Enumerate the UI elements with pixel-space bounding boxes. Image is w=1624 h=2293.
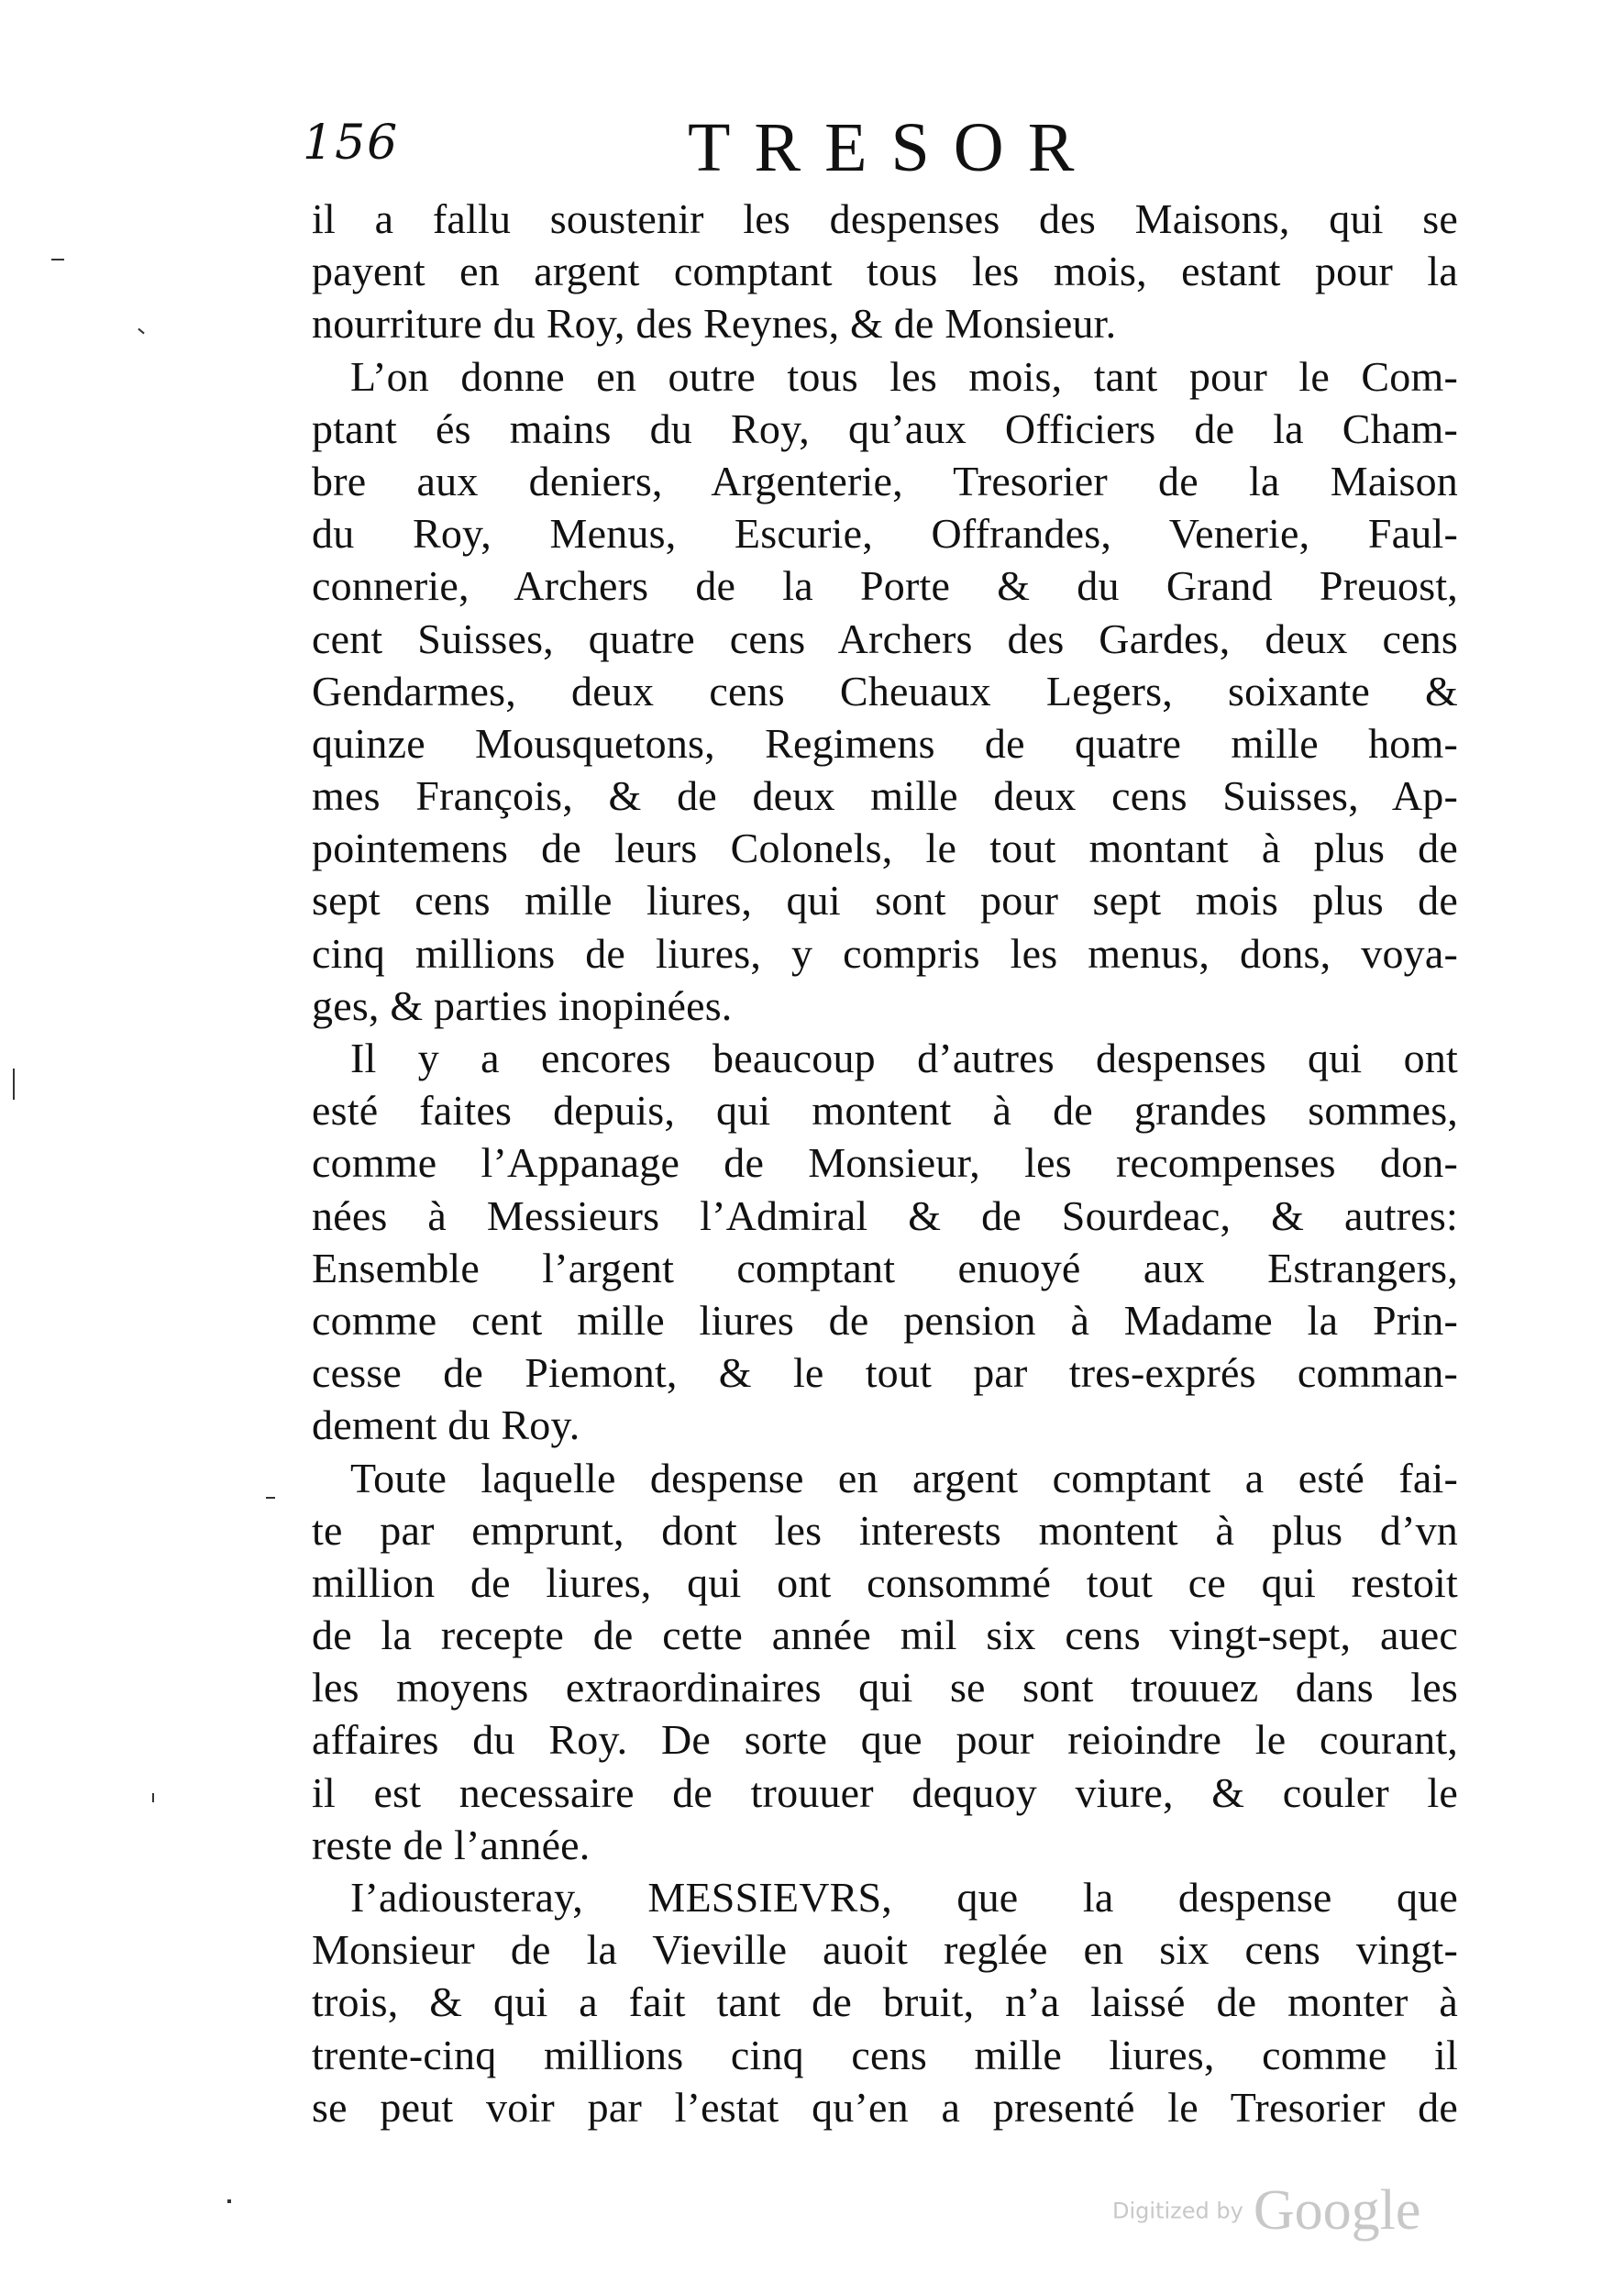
text-line: quinze Mousquetons, Regimens de quatre mille hom- bbox=[312, 719, 1458, 767]
text-line: Toute laquelle despense en argent comptant a esté fai- bbox=[350, 1454, 1458, 1501]
text-line: comme l’Appanage de Monsieur, les recompenses don- bbox=[312, 1139, 1458, 1187]
text-line: Gendarmes, deux cens Cheuaux Legers, soixante & bbox=[312, 667, 1458, 714]
text-line: sept cens mille liures, qui sont pour sept mois plus de bbox=[312, 877, 1458, 925]
text-line: il est necessaire de trouuer dequoy viure, & couler le bbox=[312, 1768, 1458, 1816]
page-header bbox=[293, 108, 1467, 200]
margin-mark bbox=[51, 259, 64, 260]
text-line: te par emprunt, dont les interests montent à plus d’vn bbox=[312, 1506, 1458, 1554]
text-line: connerie, Archers de la Porte & du Grand Preuost, bbox=[312, 562, 1458, 610]
text-line: esté faites depuis, qui montent à de grandes sommes, bbox=[312, 1087, 1458, 1135]
text-line: cinq millions de liures, y compris les menus, dons, voya- bbox=[312, 929, 1458, 977]
google-watermark bbox=[1112, 2178, 1420, 2243]
text-line: comme cent mille liures de pension à Madame la Prin- bbox=[312, 1296, 1458, 1344]
text-line: les moyens extraordinaires qui se sont trouuez dans les bbox=[312, 1664, 1458, 1711]
text-line: pointemens de leurs Colonels, le tout montant à plus de bbox=[312, 825, 1458, 872]
page-number: 156 bbox=[303, 116, 400, 171]
text-line: dement du Roy. bbox=[312, 1401, 580, 1449]
text-line: cent Suisses, quatre cens Archers des Gardes, deux cens bbox=[312, 615, 1458, 662]
margin-mark bbox=[13, 1069, 15, 1100]
text-line: bre aux deniers, Argenterie, Tresorier de la Maison bbox=[312, 457, 1458, 504]
text-line: nées à Messieurs l’Admiral & de Sourdeac, & autres: bbox=[312, 1191, 1458, 1239]
text-line: cesse de Piemont, & le tout par tres-exprés comman- bbox=[312, 1349, 1458, 1397]
body-text bbox=[312, 193, 1458, 2133]
text-line: nourriture du Roy, des Reynes, & de Monsieur. bbox=[312, 300, 1117, 348]
text-line: trois, & qui a fait tant de bruit, n’a laissé de monter à bbox=[312, 1978, 1458, 2026]
text-line: payent en argent comptant tous les mois, estant pour la bbox=[312, 248, 1458, 295]
margin-mark bbox=[138, 328, 144, 335]
text-line: ges, & parties inopinées. bbox=[312, 981, 733, 1029]
margin-mark bbox=[266, 1497, 275, 1499]
text-line: L’on donne en outre tous les mois, tant pour le Com- bbox=[350, 352, 1458, 400]
text-line: affaires du Roy. De sorte que pour reioindre le courant, bbox=[312, 1716, 1458, 1764]
text-line: million de liures, qui ont consommé tout ce qui restoit bbox=[312, 1558, 1458, 1606]
text-line: reste de l’année. bbox=[312, 1821, 591, 1868]
text-line: I’adiousteray, MESSIEVRS, que la despense que bbox=[350, 1874, 1458, 1921]
watermark-prefix: Digitized by bbox=[1112, 2198, 1243, 2224]
text-line: Il y a encores beaucoup d’autres despenses qui ont bbox=[350, 1035, 1458, 1081]
text-line: du Roy, Menus, Escurie, Offrandes, Venerie, Faul- bbox=[312, 510, 1458, 558]
text-line: trente-cinq millions cinq cens mille liures, comme il bbox=[312, 2031, 1458, 2078]
text-line: il a fallu soustenir les despenses des Maisons, qui se bbox=[312, 195, 1458, 242]
text-line: Monsieur de la Vieville auoit reglée en six cens vingt- bbox=[312, 1926, 1458, 1974]
text-line: de la recepte de cette année mil six cens vingt-sept, auec bbox=[312, 1612, 1458, 1659]
text-line: mes François, & de deux mille deux cens Suisses, Ap- bbox=[312, 772, 1458, 820]
running-head: TRESOR bbox=[688, 109, 1099, 186]
margin-mark bbox=[152, 1793, 154, 1802]
text-line: ptant és mains du Roy, qu’aux Officiers de la Cham- bbox=[312, 404, 1458, 452]
google-logo: Google bbox=[1253, 2179, 1421, 2242]
text-line: se peut voir par l’estat qu’en a presenté le Tresorier de bbox=[312, 2083, 1458, 2131]
margin-mark bbox=[227, 2199, 231, 2203]
text-line: Ensemble l’argent comptant enuoyé aux Estrangers, bbox=[312, 1244, 1458, 1291]
